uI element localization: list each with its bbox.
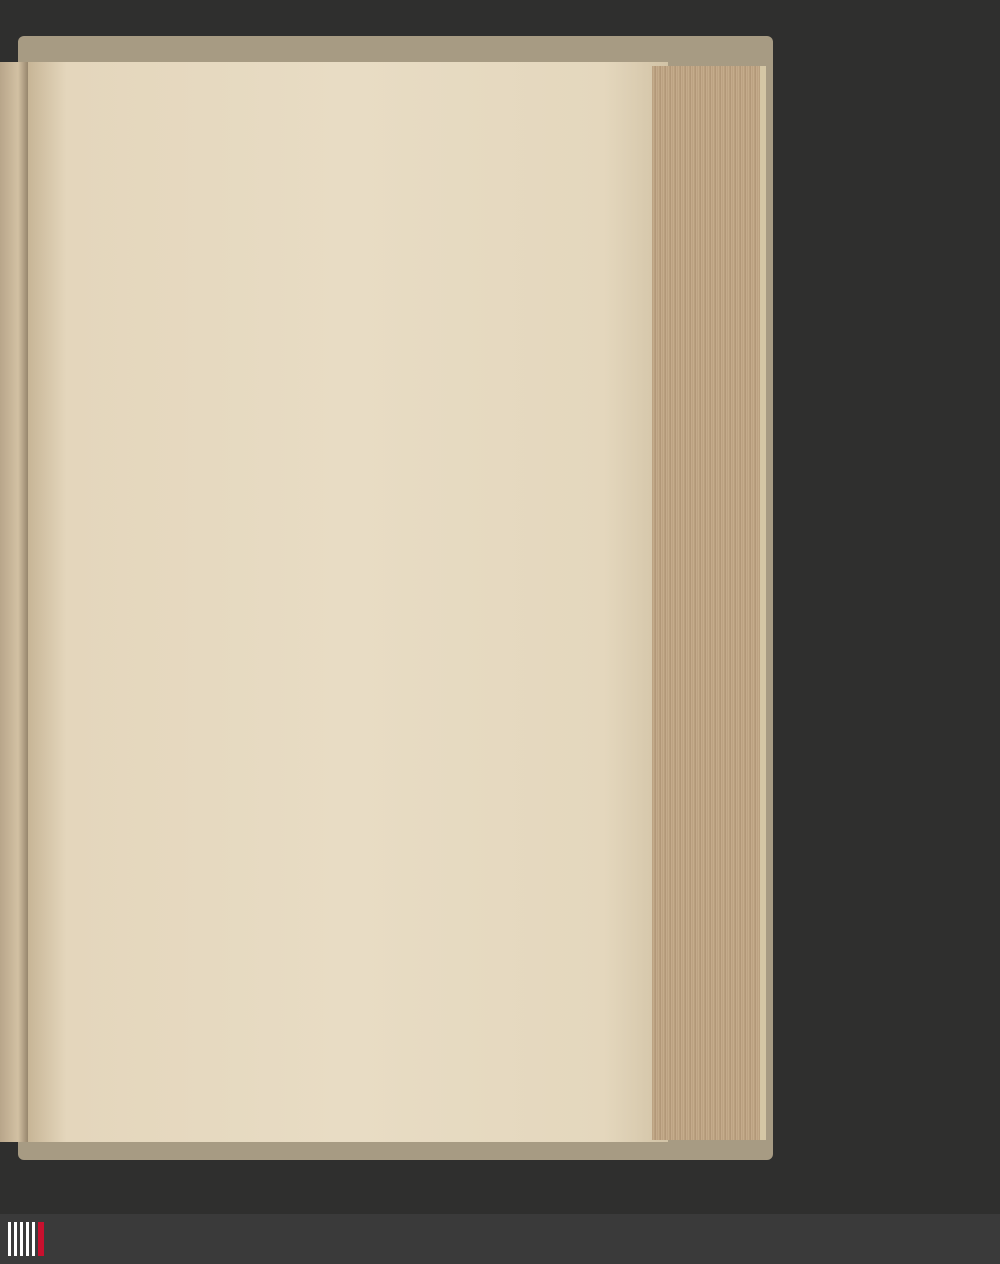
drop-cap xyxy=(56,392,116,444)
page-edges xyxy=(652,66,766,1140)
library-logo-icon xyxy=(8,1220,48,1258)
book-page xyxy=(28,62,668,1142)
footer-bar xyxy=(0,1214,1000,1264)
running-head xyxy=(172,108,502,138)
left-page-edge xyxy=(0,62,30,1142)
